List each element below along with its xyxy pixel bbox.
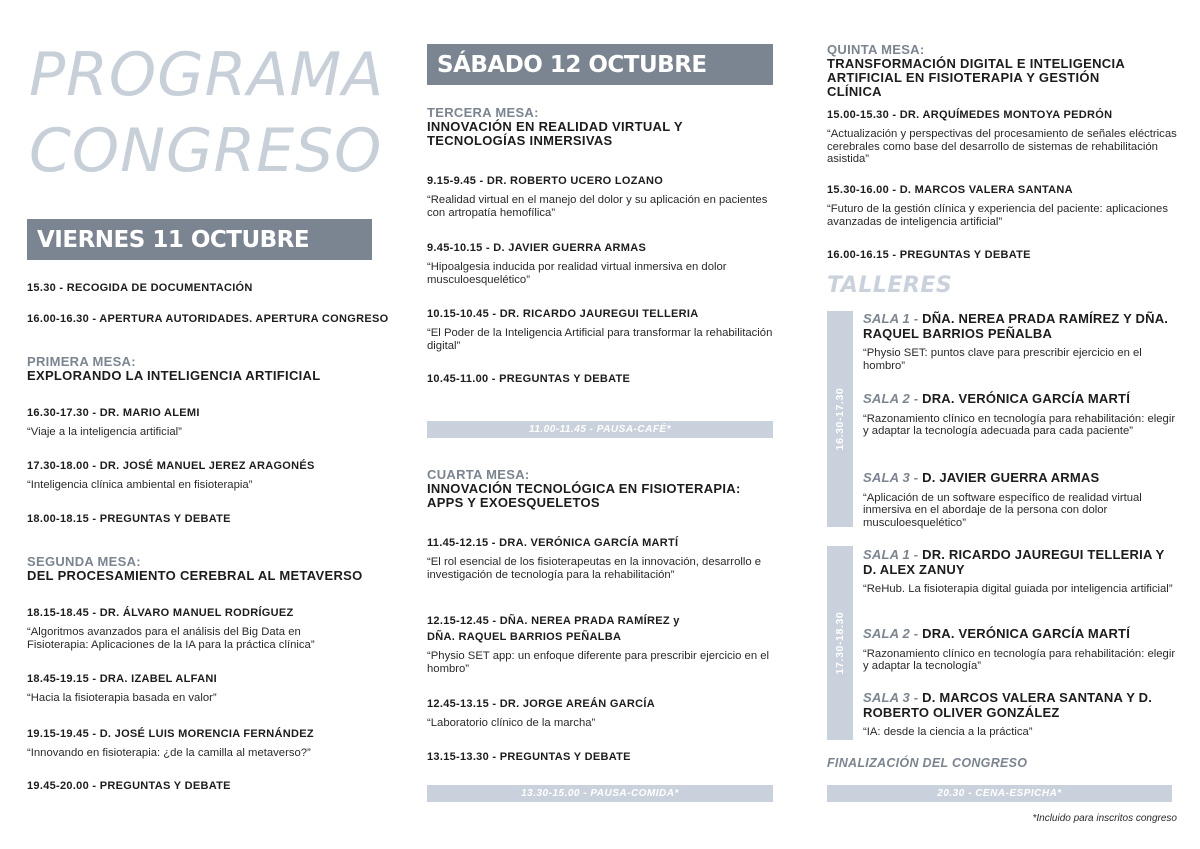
item-title: 10.45-11.00 - PREGUNTAS Y DEBATE (427, 373, 631, 385)
lunch-break-bar: 13.30-15.00 - PAUSA-COMIDA* (427, 785, 773, 802)
mesa-label: TERCERA MESA: (427, 105, 539, 120)
workshop-room-label: SALA 2 - (863, 626, 919, 641)
workshop-item (863, 627, 1177, 673)
workshop-item (863, 312, 1177, 372)
workshop-time-bar (827, 546, 853, 740)
item-title: 9.45-10.15 - D. JAVIER GUERRA ARMAS (427, 242, 647, 254)
item-title: 19.15-19.45 - D. JOSÉ LUIS MORENCIA FERNÁNDEZ (27, 728, 314, 740)
item-title: 13.15-13.30 - PREGUNTAS Y DEBATE (427, 751, 631, 763)
item-description: “Hacia la fisioterapia basada en valor” (27, 692, 217, 704)
schedule-item (27, 672, 377, 705)
mesa-header (427, 106, 773, 148)
mesa-header (27, 555, 377, 583)
schedule-item (27, 606, 357, 651)
item-title: 18.00-18.15 - PREGUNTAS Y DEBATE (27, 513, 231, 525)
schedule-item (827, 183, 1177, 228)
mesa-header (827, 43, 1177, 99)
schedule-item (27, 779, 377, 793)
item-title: 18.45-19.15 - DRA. IZABEL ALFANI (27, 673, 217, 685)
item-description: “Futuro de la gestión clínica y experiencia del paciente: aplicaciones avanzadas de inteligencia artificial” (827, 203, 1168, 228)
item-description: “Viaje a la inteligencia artificial” (27, 426, 182, 438)
mesa-title: INNOVACIÓN TECNOLÓGICA EN FISIOTERAPIA: APPS Y EXOESQUELETOS (427, 481, 741, 510)
workshop-room-label: SALA 3 - (863, 690, 919, 705)
schedule-item (427, 307, 773, 352)
item-description: “Laboratorio clínico de la marcha” (427, 717, 596, 729)
workshop-time-label: 17.30-18.30 (834, 611, 846, 675)
mesa-title: EXPLORANDO LA INTELIGENCIA ARTIFICIAL (27, 368, 321, 383)
schedule-item (427, 697, 773, 730)
schedule-item (427, 174, 773, 219)
schedule-item (427, 614, 773, 675)
workshop-description: “Aplicación de un software específico de realidad virtual inmersiva en el abordaje de la persona con dolor musculoesquelético” (863, 491, 1142, 529)
item-description: “Physio SET app: un enfoque diferente para prescribir ejercicio en el hombro” (427, 650, 770, 675)
schedule-item (827, 248, 1177, 262)
schedule-item (427, 536, 773, 581)
workshop-time-label: 16.30-17.30 (834, 387, 846, 451)
schedule-item (427, 750, 773, 764)
mesa-label: PRIMERA MESA: (27, 354, 136, 369)
item-title: 18.15-18.45 - DR. ÁLVARO MANUEL RODRÍGUEZ (27, 607, 294, 619)
workshop-room-label: SALA 1 - (863, 311, 919, 326)
workshop-title (863, 548, 1177, 577)
mesa-title: DEL PROCESAMIENTO CEREBRAL AL METAVERSO (27, 568, 363, 583)
item-title: 16.00-16.15 - PREGUNTAS Y DEBATE (827, 249, 1031, 261)
workshop-room-label: SALA 3 - (863, 470, 919, 485)
item-description: “El rol esencial de los fisioterapeutas en la innovación, desarrollo e investigación de tecnología para la rehabilitación” (427, 556, 762, 581)
workshop-room-label: SALA 1 - (863, 547, 919, 562)
mesa-label: CUARTA MESA: (427, 467, 530, 482)
workshop-speakers: DRA. VERÓNICA GARCÍA MARTÍ (922, 626, 1131, 641)
item-title: 16.30-17.30 - DR. MARIO ALEMI (27, 407, 200, 419)
item-title: 16.00-16.30 - APERTURA AUTORIDADES. APERTURA CONGRESO (27, 313, 389, 325)
item-title: 15.30-16.00 - D. MARCOS VALERA SANTANA (827, 184, 1073, 196)
workshop-description: “Razonamiento clínico en tecnología para rehabilitación: elegir y adaptar la tecnología” (863, 647, 1176, 672)
mesa-header (427, 468, 773, 510)
column-saturday-afternoon (827, 0, 1177, 849)
program-title-line1: PROGRAMA (29, 40, 385, 110)
item-title: 12.45-13.15 - DR. JORGE AREÁN GARCÍA (427, 698, 656, 710)
column-friday (27, 0, 389, 849)
mesa-header (27, 355, 377, 383)
item-description: “Hipoalgesia inducida por realidad virtual inmersiva en dolor musculoesquelético” (427, 261, 727, 286)
workshop-item (863, 392, 1177, 438)
column-saturday-morning (427, 0, 773, 849)
workshop-speakers: DR. RICARDO JAUREGUI TELLERIA Y D. ALEX ZANUY (863, 547, 1165, 577)
item-description: “Realidad virtual en el manejo del dolor y su aplicación en pacientes con artropatía hemofílica” (427, 194, 768, 219)
schedule-item (27, 727, 377, 760)
program-title-line2: CONGRESO (29, 116, 383, 186)
item-title-line2: DÑA. RAQUEL BARRIOS PEÑALBA (427, 631, 622, 643)
item-title: 10.15-10.45 - DR. RICARDO JAUREGUI TELLERIA (427, 308, 699, 320)
workshop-title (863, 627, 1177, 642)
workshop-description: “ReHub. La fisioterapia digital guiada por inteligencia artificial” (863, 583, 1173, 595)
schedule-item (27, 512, 377, 526)
item-title: 15.00-15.30 - DR. ARQUÍMEDES MONTOYA PEDRÓN (827, 109, 1113, 121)
workshops-heading: TALLERES (827, 273, 953, 298)
saturday-heading: SÁBADO 12 OCTUBRE (427, 44, 773, 85)
schedule-item (27, 281, 377, 295)
workshop-title (863, 691, 1177, 720)
friday-heading: VIERNES 11 OCTUBRE (27, 219, 372, 260)
workshop-item (863, 471, 1177, 529)
item-description: “Algoritmos avanzados para el análisis del Big Data en Fisioterapia: Aplicaciones de la IA para la práctica clínica” (27, 626, 315, 651)
schedule-item (427, 372, 773, 386)
closing-label: FINALIZACIÓN DEL CONGRESO (827, 756, 1028, 770)
schedule-item (827, 108, 1177, 166)
schedule-item (27, 406, 377, 439)
workshop-room-label: SALA 2 - (863, 391, 919, 406)
mesa-label: SEGUNDA MESA: (27, 554, 141, 569)
workshop-title (863, 312, 1177, 341)
mesa-label: QUINTA MESA: (827, 42, 925, 57)
workshop-description: “Physio SET: puntos clave para prescribir ejercicio en el hombro” (863, 347, 1142, 372)
workshop-description: “IA: desde la ciencia a la práctica” (863, 726, 1033, 738)
item-title: 12.15-12.45 - DÑA. NEREA PRADA RAMÍREZ y (427, 615, 680, 627)
workshop-item (863, 691, 1177, 739)
item-title: 15.30 - RECOGIDA DE DOCUMENTACIÓN (27, 282, 253, 294)
item-title: 11.45-12.15 - DRA. VERÓNICA GARCÍA MARTÍ (427, 537, 679, 549)
workshop-time-bar (827, 311, 853, 527)
item-description: “Actualización y perspectivas del procesamiento de señales eléctricas cerebrales como base del desarrollo de sistemas de rehabilitación asistida” (827, 128, 1177, 165)
item-description: “Innovando en fisioterapia: ¿de la camilla al metaverso?” (27, 747, 311, 759)
workshop-speakers: DÑA. NEREA PRADA RAMÍREZ Y DÑA. RAQUEL BARRIOS PEÑALBA (863, 311, 1169, 341)
workshop-speakers: D. JAVIER GUERRA ARMAS (922, 470, 1100, 485)
schedule-item (27, 312, 389, 326)
workshop-item (863, 548, 1177, 596)
item-description: “El Poder de la Inteligencia Artificial para transformar la rehabilitación digital” (427, 327, 773, 352)
workshop-speakers: DRA. VERÓNICA GARCÍA MARTÍ (922, 391, 1131, 406)
item-title: 9.15-9.45 - DR. ROBERTO UCERO LOZANO (427, 175, 664, 187)
workshop-title (863, 392, 1177, 407)
item-title: 19.45-20.00 - PREGUNTAS Y DEBATE (27, 780, 231, 792)
coffee-break-bar: 11.00-11.45 - PAUSA-CAFÉ* (427, 421, 773, 438)
workshop-description: “Razonamiento clínico en tecnología para rehabilitación: elegir y adaptar la tecnología adecuada para cada paciente” (863, 412, 1176, 437)
item-title: 17.30-18.00 - DR. JOSÉ MANUEL JEREZ ARAGONÉS (27, 460, 315, 472)
footnote: *Incluido para inscritos congreso (1032, 813, 1177, 824)
workshop-title (863, 471, 1177, 486)
mesa-title: INNOVACIÓN EN REALIDAD VIRTUAL Y TECNOLOGÍAS INMERSIVAS (427, 119, 683, 148)
dinner-bar: 20.30 - CENA-ESPICHA* (827, 785, 1172, 802)
item-description: “Inteligencia clínica ambiental en fisioterapia” (27, 479, 253, 491)
schedule-item (27, 459, 377, 492)
mesa-title: TRANSFORMACIÓN DIGITAL E INTELIGENCIA ARTIFICIAL EN FISIOTERAPIA Y GESTIÓN CLÍNICA (827, 56, 1125, 99)
workshop-speakers: D. MARCOS VALERA SANTANA Y D. ROBERTO OLIVER GONZÁLEZ (863, 690, 1153, 720)
schedule-item (427, 241, 773, 286)
